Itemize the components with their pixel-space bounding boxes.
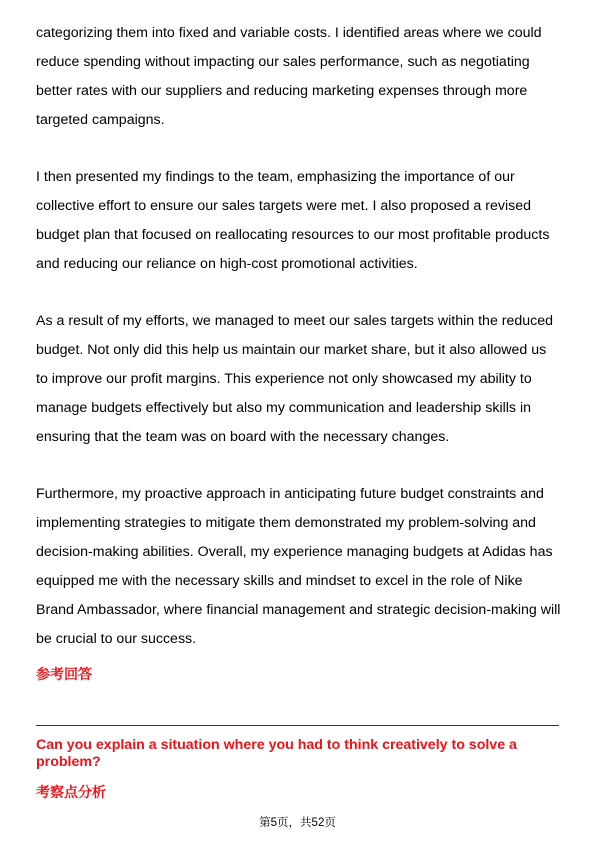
- body-paragraph: Furthermore, my proactive approach in anticipating future budget constraints and implementing strategies to mitigate them demonstrated my problem-solving and decision-making abilities. Overall, my experience managing budgets at Adidas has equipped me with the necessary skills and mindset to excel in the role of Nike Brand Ambassador, where financial management and strategic decision-making will be crucial to our success.: [36, 486, 561, 647]
- section-divider: [36, 725, 559, 726]
- reference-answer-heading: 参考回答: [36, 666, 92, 682]
- analysis-heading: 考察点分析: [36, 784, 106, 800]
- question-heading: Can you explain a situation where you had to think creatively to solve a problem?: [36, 737, 517, 770]
- body-paragraph: I then presented my findings to the team, emphasizing the importance of our collective effort to ensure our sales targets were met. I also proposed a revised budget plan that focused on reallocating resources to our most profitable products and reducing our reliance on high-cost promotional activities.: [36, 169, 550, 272]
- page-footer: 第5页，共52页: [259, 817, 336, 829]
- body-paragraph: categorizing them into fixed and variable costs. I identified areas where we could reduce spending without impacting our sales performance, such as negotiating better rates with our suppliers and reducing marketing expenses through more targeted campaigns.: [36, 25, 542, 128]
- body-paragraph: As a result of my efforts, we managed to meet our sales targets within the reduced budget. Not only did this help us maintain our market share, but it also allowed us to improve our profit margins. This experience not only showcased my ability to manage budgets effectively but also my communication and leadership skills in ensuring that the team was on board with the necessary changes.: [36, 313, 554, 445]
